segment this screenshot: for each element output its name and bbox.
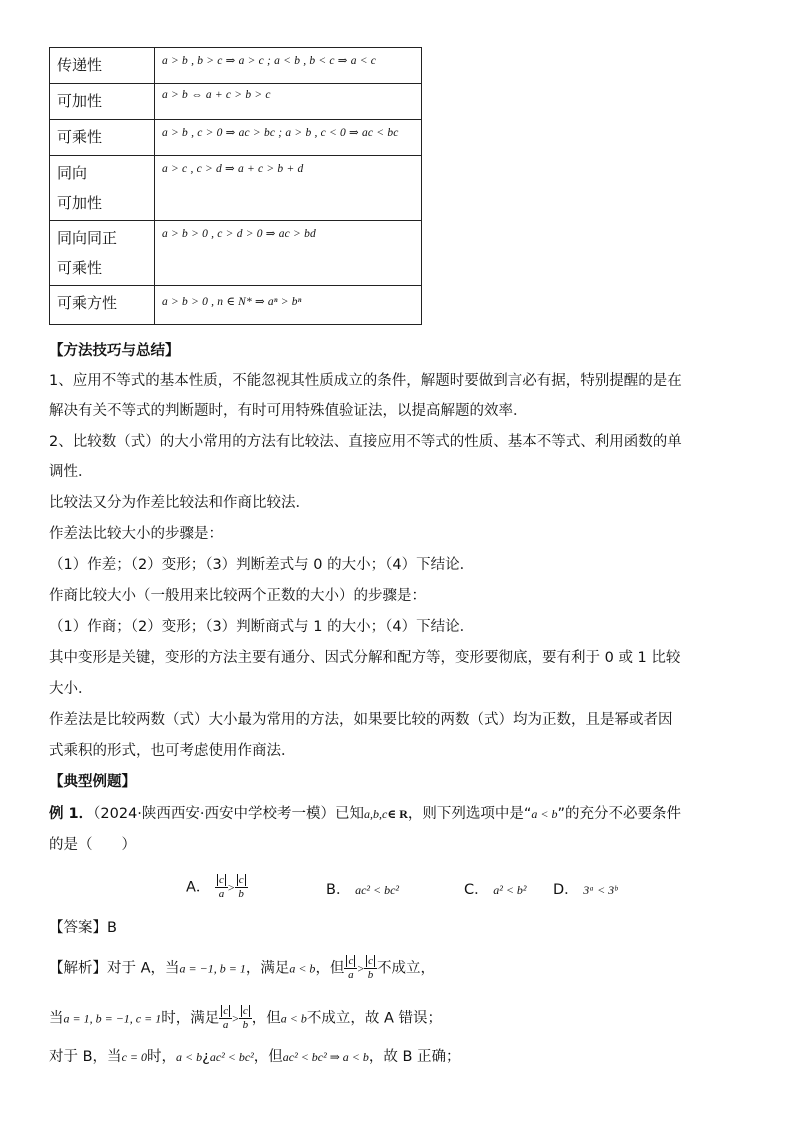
option-d-expr: 3ᵃ < 3ᵇ bbox=[583, 883, 618, 897]
property-name bbox=[50, 48, 155, 84]
analysis-l1-math1: a = −1, b = 1 bbox=[179, 961, 246, 976]
analysis-l3-d: ，但 bbox=[253, 1049, 283, 1065]
property-formula: a > b , c > 0 ⇒ ac > bc ; a > b , c < 0 ⇒ ac < bc bbox=[155, 120, 422, 156]
method-p9-line2: 式乘积的形式，也可考虑使用作商法． bbox=[49, 743, 296, 759]
property-formula: a > c , c > d ⇒ a + c > b + d bbox=[155, 156, 422, 221]
property-formula: a > b , b > c ⇒ a > c ; a < b , b < c ⇒ a < c bbox=[155, 48, 422, 84]
analysis-l3-e: ，故 B 正确； bbox=[368, 1049, 461, 1065]
method-p5: （1）作差；（2）变形；（3）判断差式与 0 的大小；（4）下结论． bbox=[49, 557, 475, 573]
option-c bbox=[464, 878, 527, 899]
analysis-l2-d: 不成立，故 A 错误； bbox=[306, 1010, 443, 1027]
property-name bbox=[50, 156, 155, 221]
option-a-fraction-left: $\frac{c}{a}$ bbox=[215, 874, 228, 901]
analysis-line1 bbox=[49, 955, 749, 982]
analysis-line2 bbox=[49, 1005, 749, 1032]
property-name-line: 同向同正 bbox=[57, 229, 118, 247]
example-label: 例 1． bbox=[49, 806, 94, 822]
option-d bbox=[553, 878, 617, 899]
property-name bbox=[50, 120, 155, 156]
option-b-label: B． bbox=[326, 882, 351, 898]
method-p3: 比较法又分为作差比较法和作商比较法． bbox=[49, 495, 310, 511]
example-source: （2024·陕西西安·西安中学校考一模）已知 bbox=[93, 806, 365, 822]
analysis-l1-frac-right: $\frac{c}{b}$ bbox=[364, 955, 377, 982]
analysis-l2-a: 当 bbox=[49, 1010, 64, 1027]
option-c-expr: a² < b² bbox=[493, 883, 527, 897]
option-a-label: A． bbox=[186, 879, 211, 896]
analysis-l1-gt: > bbox=[357, 961, 365, 976]
analysis-l1-b: ，满足 bbox=[245, 960, 290, 977]
analysis-l3-math2: a < b bbox=[176, 1050, 203, 1064]
analysis-l2-b: 时，满足 bbox=[161, 1010, 220, 1027]
method-p2-line1: 2、比较数（式）的大小常用的方法有比较法、直接应用不等式的性质、基本不等式、利用函数的单 bbox=[49, 434, 682, 450]
answer-options bbox=[0, 868, 794, 908]
option-c-label: C． bbox=[464, 882, 489, 898]
method-p1-line2: 解决有关不等式的判断题时，有时可用特殊值验证法，以提高解题的效率． bbox=[49, 403, 528, 419]
answer-line: 【答案】B bbox=[49, 920, 117, 936]
property-formula: a > b ⇔ a + c > b > c bbox=[155, 84, 422, 120]
example-heading: 【典型例题】 bbox=[49, 774, 136, 790]
analysis-line3 bbox=[49, 1046, 749, 1068]
method-p4: 作差法比较大小的步骤是： bbox=[49, 526, 223, 542]
analysis-l3-a: 对于 B，当 bbox=[49, 1049, 122, 1065]
analysis-l1-frac-left: $\frac{c}{a}$ bbox=[344, 955, 357, 982]
property-name bbox=[50, 221, 155, 286]
method-p1-line1: 1、应用不等式的基本性质，不能忽视其性质成立的条件，解题时要做到言必有据，特别提醒的是在 bbox=[49, 373, 682, 389]
example-condition: a < b bbox=[531, 807, 558, 821]
analysis-l3-math1: c = 0 bbox=[121, 1050, 147, 1064]
analysis-l1-d: 不成立， bbox=[377, 960, 435, 977]
property-name-line: 可加性 bbox=[57, 92, 103, 110]
analysis-l1-math2: a < b bbox=[289, 961, 316, 976]
example-end: ”的充分不必要条件 bbox=[557, 806, 682, 822]
property-name bbox=[50, 84, 155, 120]
table-row bbox=[50, 286, 422, 325]
table-row bbox=[50, 120, 422, 156]
property-name bbox=[50, 286, 155, 325]
analysis-l3-c: ¿ bbox=[202, 1049, 210, 1065]
example-question-line2: 的是（ ） bbox=[49, 837, 136, 853]
property-name-line: 可加性 bbox=[57, 194, 103, 212]
method-p6: 作商比较大小（一般用来比较两个正数的大小）的步骤是： bbox=[49, 588, 426, 604]
analysis-l1-a: 【解析】对于 A，当 bbox=[49, 960, 180, 977]
option-b bbox=[326, 878, 399, 899]
option-a-gt: > bbox=[227, 880, 235, 895]
option-a-fraction-right: $\frac{c}{b}$ bbox=[235, 874, 248, 901]
analysis-l3-b: 时， bbox=[147, 1049, 176, 1065]
analysis-l2-frac-right: $\frac{c}{b}$ bbox=[239, 1005, 252, 1032]
property-name-line: 同向 bbox=[57, 164, 88, 182]
method-heading: 【方法技巧与总结】 bbox=[49, 343, 180, 359]
analysis-l2-math2: a < b bbox=[280, 1011, 307, 1026]
table-row bbox=[50, 84, 422, 120]
table-row bbox=[50, 156, 422, 221]
property-name-line: 可乘方性 bbox=[57, 294, 118, 312]
inequality-properties-table bbox=[49, 47, 422, 325]
analysis-l3-math3: ac² < bc² bbox=[209, 1050, 254, 1064]
example-vars: a,b,c bbox=[364, 807, 388, 821]
analysis-l1-c: ，但 bbox=[315, 960, 345, 977]
analysis-l2-frac-left: $\frac{c}{a}$ bbox=[219, 1005, 232, 1032]
option-b-expr: ac² < bc² bbox=[355, 883, 400, 897]
table-row bbox=[50, 48, 422, 84]
property-name-line: 可乘性 bbox=[57, 128, 103, 146]
analysis-l2-gt: > bbox=[232, 1011, 239, 1026]
method-p7: （1）作商；（2）变形；（3）判断商式与 1 的大小；（4）下结论． bbox=[49, 619, 475, 635]
option-a bbox=[186, 874, 248, 901]
property-name-line: 传递性 bbox=[57, 56, 103, 74]
property-name-line: 可乘性 bbox=[57, 259, 103, 277]
analysis-l3-math4: ac² < bc² ⇒ a < b bbox=[282, 1050, 369, 1064]
analysis-l2-math1: a = 1, b = −1, c = 1 bbox=[63, 1011, 162, 1026]
method-p2-line2: 调性． bbox=[49, 464, 93, 480]
method-p8-line2: 大小． bbox=[49, 681, 93, 697]
example-in-set: ∈ R bbox=[387, 807, 408, 821]
table-row bbox=[50, 221, 422, 286]
method-p8-line1: 其中变形是关键，变形的方法主要有通分、因式分解和配方等，变形要彻底，要有利于 0 或 1 比较 bbox=[49, 650, 681, 666]
property-formula: a > b > 0 , c > d > 0 ⇒ ac > bd bbox=[155, 221, 422, 286]
example-question-line1 bbox=[49, 803, 749, 825]
method-p9-line1: 作差法是比较两数（式）大小最为常用的方法，如果要比较的两数（式）均为正数，且是幂或者因 bbox=[49, 712, 673, 728]
analysis-l2-c: ，但 bbox=[251, 1010, 281, 1027]
option-d-label: D． bbox=[553, 882, 579, 898]
property-formula: a > b > 0 , n ∈ N* ⇒ aⁿ > bⁿ bbox=[155, 286, 422, 325]
example-mid: ，则下列选项中是“ bbox=[407, 806, 532, 822]
